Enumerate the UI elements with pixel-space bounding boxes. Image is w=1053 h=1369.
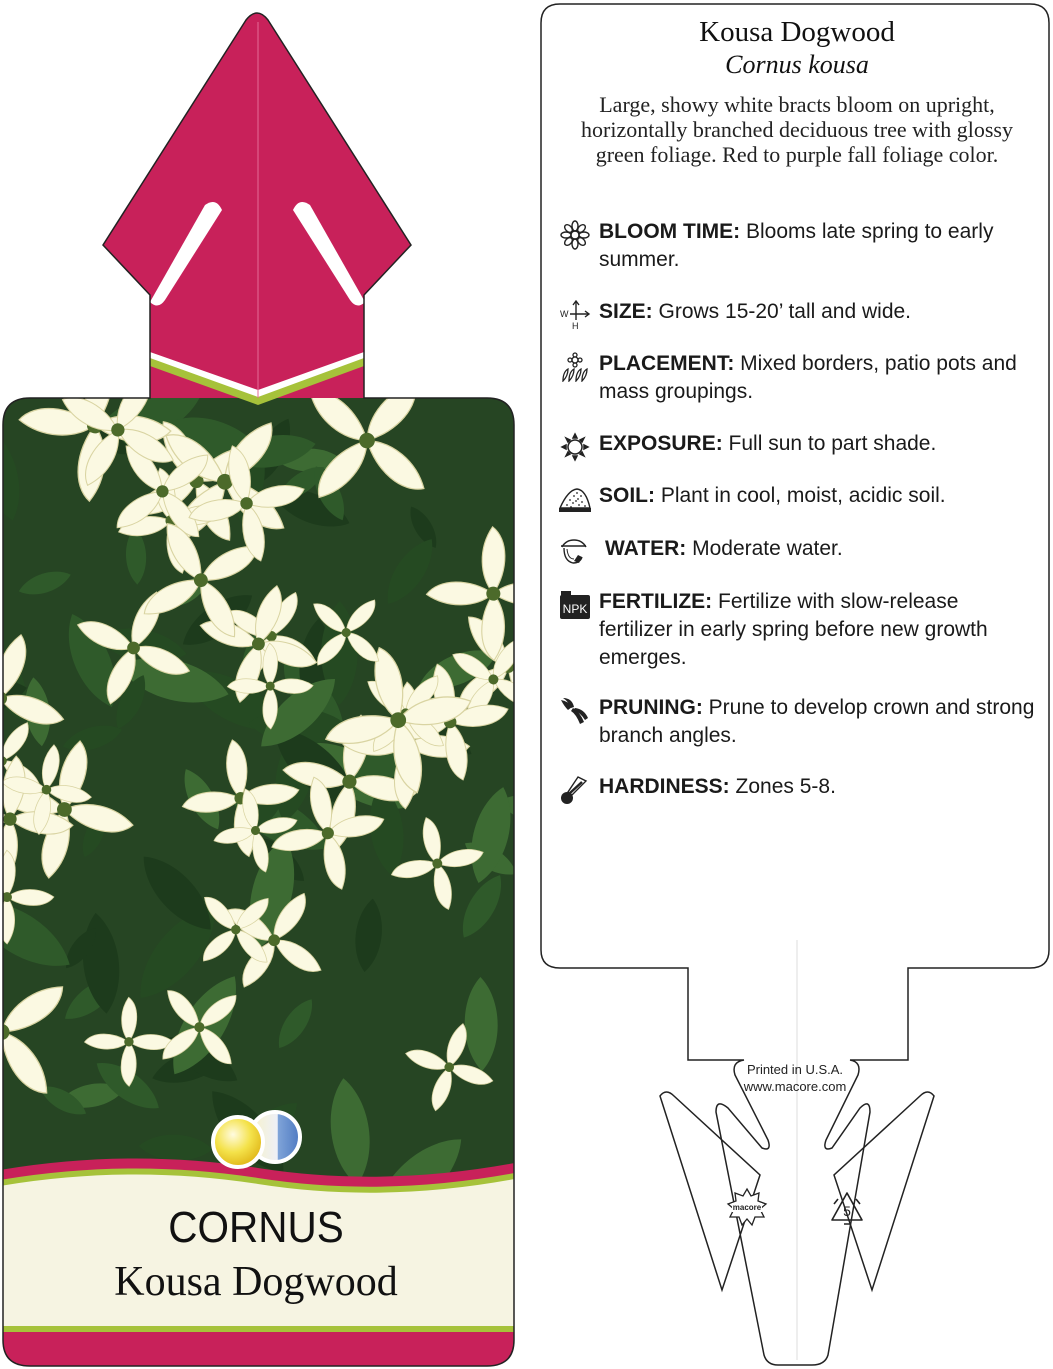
back-description: Large, showy white bracts bloom on upright, horizontally branched deciduous tree with glossy green foliage. Red to purple fall foliage color. — [581, 92, 1013, 167]
front-common-name: Kousa Dogwood — [114, 1259, 398, 1305]
hardiness-text: Zones 5-8. — [729, 775, 836, 798]
size-icon-w: W — [560, 309, 569, 319]
back-latin-name: Cornus kousa — [725, 50, 869, 79]
size-dimensions-icon — [558, 300, 592, 330]
pruning-shears-icon — [558, 696, 592, 726]
water-text: Moderate water. — [686, 537, 843, 560]
flower-icon — [558, 220, 592, 250]
exposure-label: EXPOSURE: — [599, 432, 723, 455]
printed-in-text: Printed in U.S.A. — [746, 1062, 844, 1077]
white-dogwood-flowers-photo — [0, 331, 581, 1233]
soil-text: Plant in cool, moist, acidic soil. — [655, 484, 946, 507]
sun-icon — [558, 432, 592, 462]
exposure-text: Full sun to part shade. — [722, 432, 937, 455]
website-text: www.macore.com — [743, 1079, 847, 1094]
size-icon-h: H — [572, 321, 579, 330]
water-label: WATER: — [605, 537, 687, 560]
bloom-time-text: Blooms late spring to early summer. — [599, 220, 994, 271]
placement-label: PLACEMENT: — [599, 352, 735, 375]
soil-icon — [558, 484, 592, 514]
soil-label: SOIL: — [599, 484, 655, 507]
fertilize-label: FERTILIZE: — [599, 590, 713, 613]
macore-brand-icon — [723, 1187, 771, 1227]
pruning-label: PRUNING: — [599, 696, 703, 719]
fertilizer-icon — [558, 590, 592, 620]
size-text: Grows 15-20’ tall and wide. — [652, 300, 912, 323]
front-genus: CORNUS — [168, 1203, 344, 1252]
fertilize-text: Fertilize with slow-release fertilizer in early spring before new growth emerges. — [599, 590, 988, 669]
pruning-text: Prune to develop crown and strong branch angles. — [599, 696, 1035, 747]
fertilizer-icon-text: NPK — [562, 602, 588, 616]
recycle-icon — [826, 1190, 868, 1226]
back-title: Kousa Dogwood — [699, 16, 895, 48]
thermometer-icon — [558, 775, 592, 805]
hardiness-label: HARDINESS: — [599, 775, 730, 798]
size-label: SIZE: — [599, 300, 653, 323]
back-tag — [541, 4, 1049, 1365]
watering-can-icon — [558, 537, 592, 567]
imprint — [700, 1061, 890, 1095]
placement-text: Mixed borders, patio pots and mass groupings. — [599, 352, 1017, 403]
bloom-time-label: BLOOM TIME: — [599, 220, 741, 243]
recycle-number: 5 — [843, 1203, 851, 1219]
placement-plants-icon — [558, 352, 592, 382]
brand-mark-text: macore — [732, 1203, 762, 1212]
sun-exposure-dots — [213, 1112, 300, 1167]
